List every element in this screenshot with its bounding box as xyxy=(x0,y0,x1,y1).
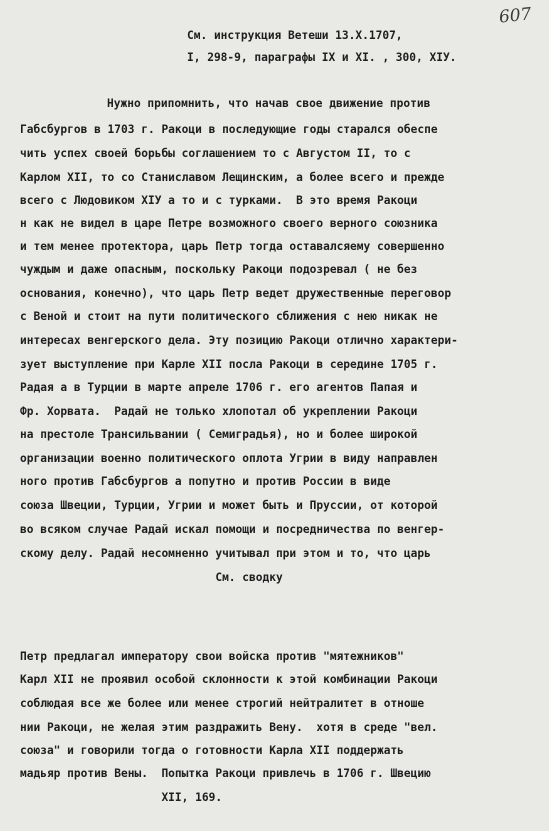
text-line: Петр предлагал императору свои войска против "мятежников" xyxy=(20,650,404,663)
text-line: во всяком случае Радай искал помощи и посредничества по венгер- xyxy=(20,523,445,536)
text-line: См. сводку xyxy=(20,571,283,584)
text-line: скому делу. Радай несомненно учитывал при этом и то, что царь xyxy=(20,547,431,560)
text-line: чуждым и даже опасным, поскольку Ракоци подозревал ( не без xyxy=(20,263,418,276)
header-line: I, 298-9, параграфы IX и XI. , 300, XIУ. xyxy=(187,51,457,64)
header-line: См. инструкция Ветеши 13.X.1707, xyxy=(187,29,403,42)
text-line: н как не видел в царе Петре возможного своего верного союзника xyxy=(20,217,438,230)
text-line: нии Ракоци, не желая этим раздражить Вену. хотя в среде "вел. xyxy=(20,721,438,734)
text-line: союза" и говорили тогда о готовности Карла XII поддержать xyxy=(20,744,404,757)
text-line: Карл XII не проявил особой склонности к этой комбинации Ракоци xyxy=(20,673,438,686)
text-line: союза Швеции, Турции, Угрии и может быть и Пруссии, от которой xyxy=(20,499,438,512)
text-line: всего с Людовиком XIУ а то и с турками. В это время Ракоци xyxy=(20,194,418,207)
text-line: организации военно политического оплота Угрии в виду направлен xyxy=(20,452,438,465)
text-line: основания, конечно), что царь Петр ведет дружественные переговор xyxy=(20,287,452,300)
text-line: интересах венгерского дела. Эту позицию Ракоци отлично характери- xyxy=(20,334,458,347)
text-line: XII, 169. xyxy=(20,791,223,804)
text-line: Радая а в Турции в марте апреле 1706 г. его агентов Папая и xyxy=(20,381,418,394)
folio-number: 607 xyxy=(498,4,533,28)
text-line: зует выступление при Карле XII посла Ракоци в середине 1705 г. xyxy=(20,358,438,371)
text-line: чить успех своей борьбы соглашением то с Августом II, то с xyxy=(20,147,411,160)
text-line: на престоле Трансильвании ( Семиградья), но и более широкой xyxy=(20,428,418,441)
text-line: мадьяр против Вены. Попытка Ракоци привлечь в 1706 г. Швецию xyxy=(20,767,431,780)
text-line: соблюдая все же более или менее строгий нейтралитет в отноше xyxy=(20,697,425,710)
text-line: Карлом XII, то со Станиславом Лещинским, а более всего и прежде xyxy=(20,171,445,184)
text-line: Нужно припомнить, что начав свое движение против xyxy=(107,97,431,110)
text-line: с Веной и стоит на пути политического сближения с нею никак не xyxy=(20,310,438,323)
text-line: и тем менее протектора, царь Петр тогда оставалсяему совершенно xyxy=(20,240,445,253)
text-line: Фр. Хорвата. Радай не только хлопотал об укреплении Ракоци xyxy=(20,405,418,418)
text-line: Габсбургов в 1703 г. Ракоци в последующие годы старался обеспе xyxy=(20,123,438,136)
text-line: ного против Габсбургов а попутно и против России в виде xyxy=(20,475,391,488)
